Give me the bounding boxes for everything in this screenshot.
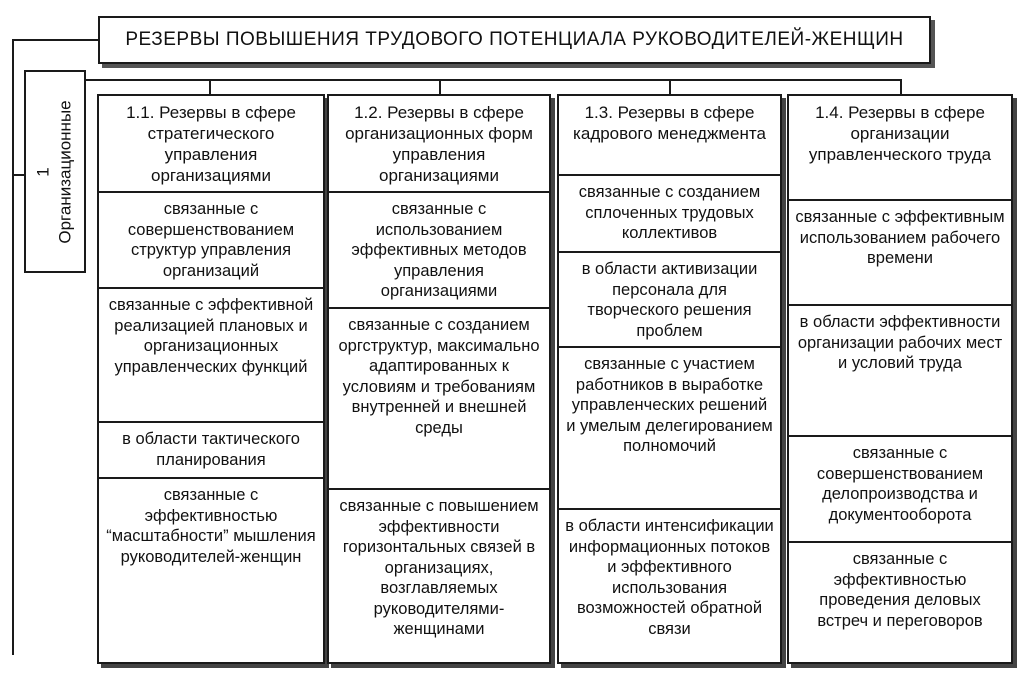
column-3-header: 1.3. Резервы в сфере кадрового менеджмента [573, 103, 766, 143]
column-4-item-3: связанные с совершенствованием делопроизводства и документооборота [789, 435, 1011, 541]
column-1-item-2: связанные с эффективной реализацией плановых и организационных управленческих функций [99, 287, 323, 421]
column-3-item-1: связанные с созданием сплоченных трудовых коллективов [559, 174, 780, 251]
diagram-title-text: РЕЗЕРВЫ ПОВЫШЕНИЯ ТРУДОВОГО ПОТЕНЦИАЛА РУКОВОДИТЕЛЕЙ-ЖЕНЩИН [125, 29, 904, 50]
connector-left-trunk [12, 39, 14, 655]
side-label-box [24, 70, 86, 273]
side-label-number: 1 [34, 166, 54, 177]
side-label-text: Организационные [56, 99, 76, 244]
column-3-item-4: в области интенсификации информационных потоков и эффективного использования возможностей обратной связи [559, 508, 780, 662]
column-1-item-4: связанные с эффективностью “масштабности” мышления руководителей-женщин [99, 477, 323, 662]
column-2-item-2: связанные с созданием оргструктур, максимально адаптированных к условиям и требованиям внутренней и внешней среды [329, 307, 549, 488]
connector-drop-col2 [439, 79, 441, 95]
column-4-item-4: связанные с эффективностью проведения деловых встреч и переговоров [789, 541, 1011, 662]
column-4-header: 1.4. Резервы в сфере организации управленческого труда [808, 103, 992, 164]
side-label [33, 100, 77, 243]
column-4-item-1: связанные с эффективным использованием рабочего времени [789, 199, 1011, 304]
column-1 [97, 94, 325, 664]
connector-title-left [12, 39, 99, 41]
column-3-item-2: в области активизации персонала для творческого решения проблем [559, 251, 780, 346]
connector-drop-col3 [669, 79, 671, 95]
column-2 [327, 94, 551, 664]
diagram-title [98, 16, 931, 64]
column-4-item-2: в области эффективности организации рабочих мест и условий труда [789, 304, 1011, 435]
connector-drop-col1 [209, 79, 211, 95]
column-3 [557, 94, 782, 664]
column-2-item-1: связанные с использованием эффективных методов управления организациями [329, 191, 549, 307]
column-1-item-3: в области тактического планирования [99, 421, 323, 477]
column-3-item-3: связанные с участием работников в выработке управленческих решений и умелым делегированием полномочий [559, 346, 780, 508]
connector-drop-col4 [900, 79, 902, 95]
column-1-header: 1.1. Резервы в сфере стратегического управления организациями [126, 103, 296, 185]
column-1-item-1: связанные с совершенствованием структур управления организаций [99, 191, 323, 287]
column-2-item-3: связанные с повышением эффективности горизонтальных связей в организациях, возглавляемых руководителями-женщинами [329, 488, 549, 662]
column-4 [787, 94, 1013, 664]
column-2-header: 1.2. Резервы в сфере организационных форм управления организациями [345, 103, 533, 185]
